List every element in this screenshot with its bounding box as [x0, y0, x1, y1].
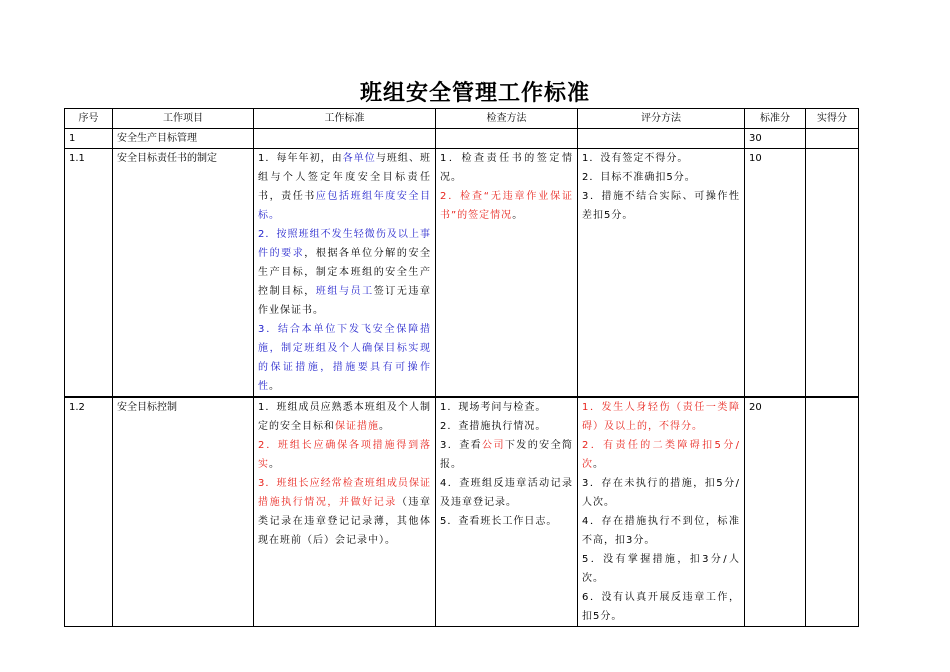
text-run: 3．措施不结合实际、可操作性差扣5分。	[582, 191, 740, 221]
text-run: 2．目标不准确扣5分。	[582, 172, 696, 183]
text-run: 5．没有掌握措施，扣3分/人次。	[582, 554, 740, 584]
text-run: 4．存在措施执行不到位，标准不高，扣3分。	[582, 516, 740, 546]
text-run: 班组与员工	[315, 286, 374, 297]
text-run: 1．班组成员应熟悉本班组及个人制定的安全目标和	[258, 402, 431, 432]
text-run: 公司	[482, 440, 505, 451]
row-item: 安全目标控制	[113, 397, 254, 627]
header-score: 标准分	[745, 109, 806, 129]
text-run: 6．没有认真开展反违章工作，扣5分。	[582, 592, 740, 622]
row-earned	[806, 397, 859, 627]
row-earned	[806, 149, 859, 398]
text-run: 1．每年年初，由	[258, 153, 343, 164]
text-run: 2．查措施执行情况。	[440, 421, 547, 432]
text-run: 保证措施	[335, 421, 379, 432]
text-run: 。	[512, 210, 524, 221]
page-title: 班组安全管理工作标准	[359, 81, 590, 106]
row-no: 1.2	[65, 397, 113, 627]
text-run: 5．查看班长工作日志。	[440, 516, 558, 527]
row-score: 20	[745, 397, 806, 627]
table-row	[65, 397, 859, 627]
text-run: 1．没有签定不得分。	[582, 153, 689, 164]
section-score: 30	[745, 129, 806, 149]
row-item: 安全目标责任书的制定	[113, 149, 254, 398]
text-run: 下发的安全简报。	[440, 440, 573, 470]
header-standard: 工作标准	[254, 109, 436, 129]
text-run: 签订无违章作业保证书。	[258, 286, 432, 316]
text-run: 3．查看	[440, 440, 483, 451]
header-no: 序号	[65, 109, 113, 129]
header-scoring: 评分方法	[578, 109, 745, 129]
row-check	[440, 149, 573, 225]
header-item: 工作项目	[113, 109, 254, 129]
text-run: 3．结合本单位下发飞安全保障措施，制定班组及个人确保目标实现的保证措施，措施要具有可操作性	[258, 324, 431, 392]
text-run: （违章类记录在违章登记记录薄，其他体现在班前（后）会记录中）。	[258, 497, 432, 546]
text-run: 与班组、班组与个人签定年度安全目标责任书，责任书	[258, 153, 431, 202]
text-run: 2．班组长应确保各项措施得到落实	[258, 440, 431, 470]
text-run: 各单位	[342, 153, 376, 164]
row-scoring	[582, 149, 740, 225]
text-run: 应包括班组年度安全目标。	[258, 191, 432, 221]
text-run: 。	[269, 381, 280, 392]
row-no: 1.1	[65, 149, 113, 398]
row-standard	[258, 149, 431, 396]
section-item: 安全生产目标管理	[113, 129, 254, 149]
text-run: 2．按照班组不发生轻微伤及以上事件的要求	[258, 229, 431, 259]
text-run: 1．现场考问与检查。	[440, 402, 547, 413]
text-run: 2．有责任的二类障碍扣5分/次	[582, 440, 740, 470]
text-run: 。	[379, 421, 390, 432]
standards-table	[64, 108, 859, 627]
table-row	[65, 149, 859, 398]
text-run: 1．检查责任书的签定情况。	[440, 153, 573, 183]
text-run: ，根据各单位分解的安全生产目标，制定本班组的安全生产控制目标，	[258, 248, 432, 297]
row-scoring	[582, 398, 740, 626]
text-run: 3．存在未执行的措施，扣5分/人次。	[582, 478, 740, 508]
text-run: 。	[593, 459, 604, 470]
row-check	[440, 398, 573, 531]
text-run: 。	[269, 459, 280, 470]
section-row	[65, 129, 859, 149]
text-run: 3．班组长应经常检查班组成员保证措施执行情况，并做好记录	[258, 478, 431, 508]
header-earned: 实得分	[806, 109, 859, 129]
text-run: 1．发生人身轻伤（责任一类障碍）及以上的，不得分。	[582, 402, 740, 432]
text-run: 2．检查“无违章作业保证书”的签定情况	[440, 191, 573, 221]
table-header-row	[65, 109, 859, 129]
text-run: 4．查班组反违章活动记录及违章登记录。	[440, 478, 573, 508]
header-check: 检查方法	[436, 109, 578, 129]
section-no: 1	[65, 129, 113, 149]
row-standard	[258, 398, 431, 550]
row-score: 10	[745, 149, 806, 398]
